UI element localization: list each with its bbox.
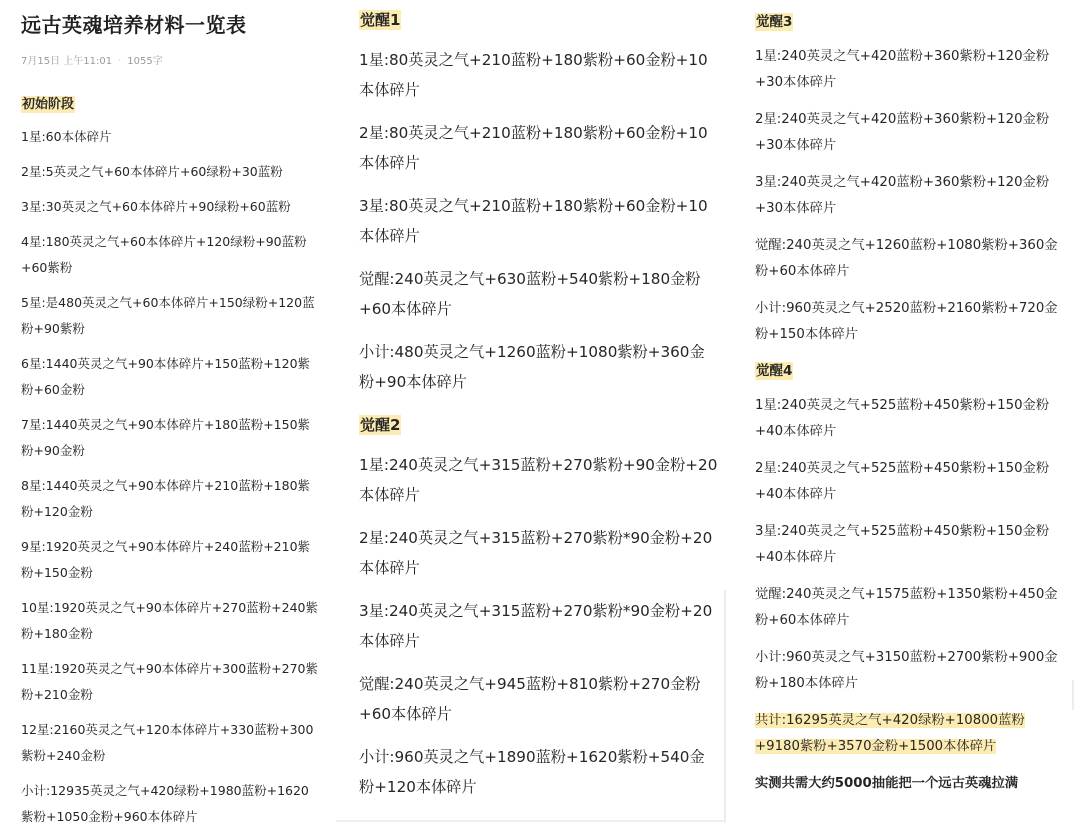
section-heading-awakening-2: 觉醒2 xyxy=(360,416,401,434)
subtotal: 小计:960英灵之气+2520蓝粉+2160紫粉+720金粉+150本体碎片 xyxy=(755,301,1058,342)
section-heading-awakening-3: 觉醒3 xyxy=(756,14,793,30)
subtotal: 小计:960英灵之气+3150蓝粉+2700紫粉+900金粉+180本体碎片 xyxy=(755,650,1058,691)
subtotal: 小计:960英灵之气+1890蓝粉+1620紫粉+540金粉+120本体碎片 xyxy=(359,748,705,796)
column-initial-stage xyxy=(21,0,321,830)
section-heading-initial: 初始阶段 xyxy=(22,97,75,112)
section-heading-awakening-4: 觉醒4 xyxy=(756,363,793,379)
list-item: 3星:240英灵之气+315蓝粉+270紫粉*90金粉+20本体碎片 xyxy=(359,602,713,650)
list-item: 10星:1920英灵之气+90本体碎片+270蓝粉+240紫粉+180金粉 xyxy=(21,600,318,641)
scroll-seam xyxy=(724,590,726,823)
list-item: 7星:1440英灵之气+90本体碎片+180蓝粉+150紫粉+90金粉 xyxy=(21,417,311,458)
list-item: 2星:240英灵之气+525蓝粉+450紫粉+150金粉+40本体碎片 xyxy=(755,461,1050,502)
list-item: 4星:180英灵之气+60本体碎片+120绿粉+90蓝粉+60紫粉 xyxy=(21,234,307,275)
list-item: 1星:60本体碎片 xyxy=(21,129,112,144)
list-item: 1星:80英灵之气+210蓝粉+180紫粉+60金粉+10本体碎片 xyxy=(359,51,708,99)
list-item: 12星:2160英灵之气+120本体碎片+330蓝粉+300紫粉+240金粉 xyxy=(21,722,314,763)
list-item: 觉醒:240英灵之气+630蓝粉+540紫粉+180金粉+60本体碎片 xyxy=(359,270,701,318)
list-item: 11星:1920英灵之气+90本体碎片+300蓝粉+270紫粉+210金粉 xyxy=(21,661,318,702)
document-meta: 7月15日 上午11:01 · 1055字 xyxy=(21,56,163,67)
list-item: 9星:1920英灵之气+90本体碎片+240蓝粉+210紫粉+150金粉 xyxy=(21,539,311,580)
list-item: 1星:240英灵之气+525蓝粉+450紫粉+150金粉+40本体碎片 xyxy=(755,398,1050,439)
list-item: 5星:是480英灵之气+60本体碎片+150绿粉+120蓝粉+90紫粉 xyxy=(21,295,315,336)
list-item: 2星:5英灵之气+60本体碎片+60绿粉+30蓝粉 xyxy=(21,164,283,179)
document-title: 远古英魂培养材料一览表 xyxy=(21,13,247,37)
scroll-seam-right xyxy=(1072,680,1074,710)
list-item: 觉醒:240英灵之气+945蓝粉+810紫粉+270金粉+60本体碎片 xyxy=(359,675,701,723)
grand-total: 共计:16295英灵之气+420绿粉+10800蓝粉+9180紫粉+3570金粉+1500本体碎片 xyxy=(755,713,1025,754)
list-item: 6星:1440英灵之气+90本体碎片+150蓝粉+120紫粉+60金粉 xyxy=(21,356,311,397)
list-item: 1星:240英灵之气+420蓝粉+360紫粉+120金粉+30本体碎片 xyxy=(755,49,1050,90)
word-count: 1055字 xyxy=(127,56,163,67)
column-awakening-1-2 xyxy=(359,0,719,802)
bottom-seam xyxy=(336,820,726,822)
list-item: 8星:1440英灵之气+90本体碎片+210蓝粉+180紫粉+120金粉 xyxy=(21,478,311,519)
list-item: 3星:30英灵之气+60本体碎片+90绿粉+60蓝粉 xyxy=(21,199,291,214)
subtotal: 小计:480英灵之气+1260蓝粉+1080紫粉+360金粉+90本体碎片 xyxy=(359,343,705,391)
list-item: 觉醒:240英灵之气+1575蓝粉+1350紫粉+450金粉+60本体碎片 xyxy=(755,587,1058,628)
list-item: 1星:240英灵之气+315蓝粉+270紫粉+90金粉+20本体碎片 xyxy=(359,456,718,504)
subtotal: 小计:12935英灵之气+420绿粉+1980蓝粉+1620紫粉+1050金粉+960本体碎片 xyxy=(21,783,309,824)
list-item: 3星:240英灵之气+525蓝粉+450紫粉+150金粉+40本体碎片 xyxy=(755,524,1050,565)
list-item: 2星:240英灵之气+315蓝粉+270紫粉*90金粉+20本体碎片 xyxy=(359,529,713,577)
section-heading-awakening-1: 觉醒1 xyxy=(360,11,401,29)
column-awakening-3-4 xyxy=(755,0,1060,797)
list-item: 觉醒:240英灵之气+1260蓝粉+1080紫粉+360金粉+60本体碎片 xyxy=(755,238,1058,279)
conclusion: 实测共需大约5000抽能把一个远古英魂拉满 xyxy=(755,776,1019,791)
list-item: 3星:240英灵之气+420蓝粉+360紫粉+120金粉+30本体碎片 xyxy=(755,175,1050,216)
document-date: 7月15日 上午11:01 xyxy=(21,56,113,67)
list-item: 2星:240英灵之气+420蓝粉+360紫粉+120金粉+30本体碎片 xyxy=(755,112,1050,153)
list-item: 3星:80英灵之气+210蓝粉+180紫粉+60金粉+10本体碎片 xyxy=(359,197,708,245)
list-item: 2星:80英灵之气+210蓝粉+180紫粉+60金粉+10本体碎片 xyxy=(359,124,708,172)
